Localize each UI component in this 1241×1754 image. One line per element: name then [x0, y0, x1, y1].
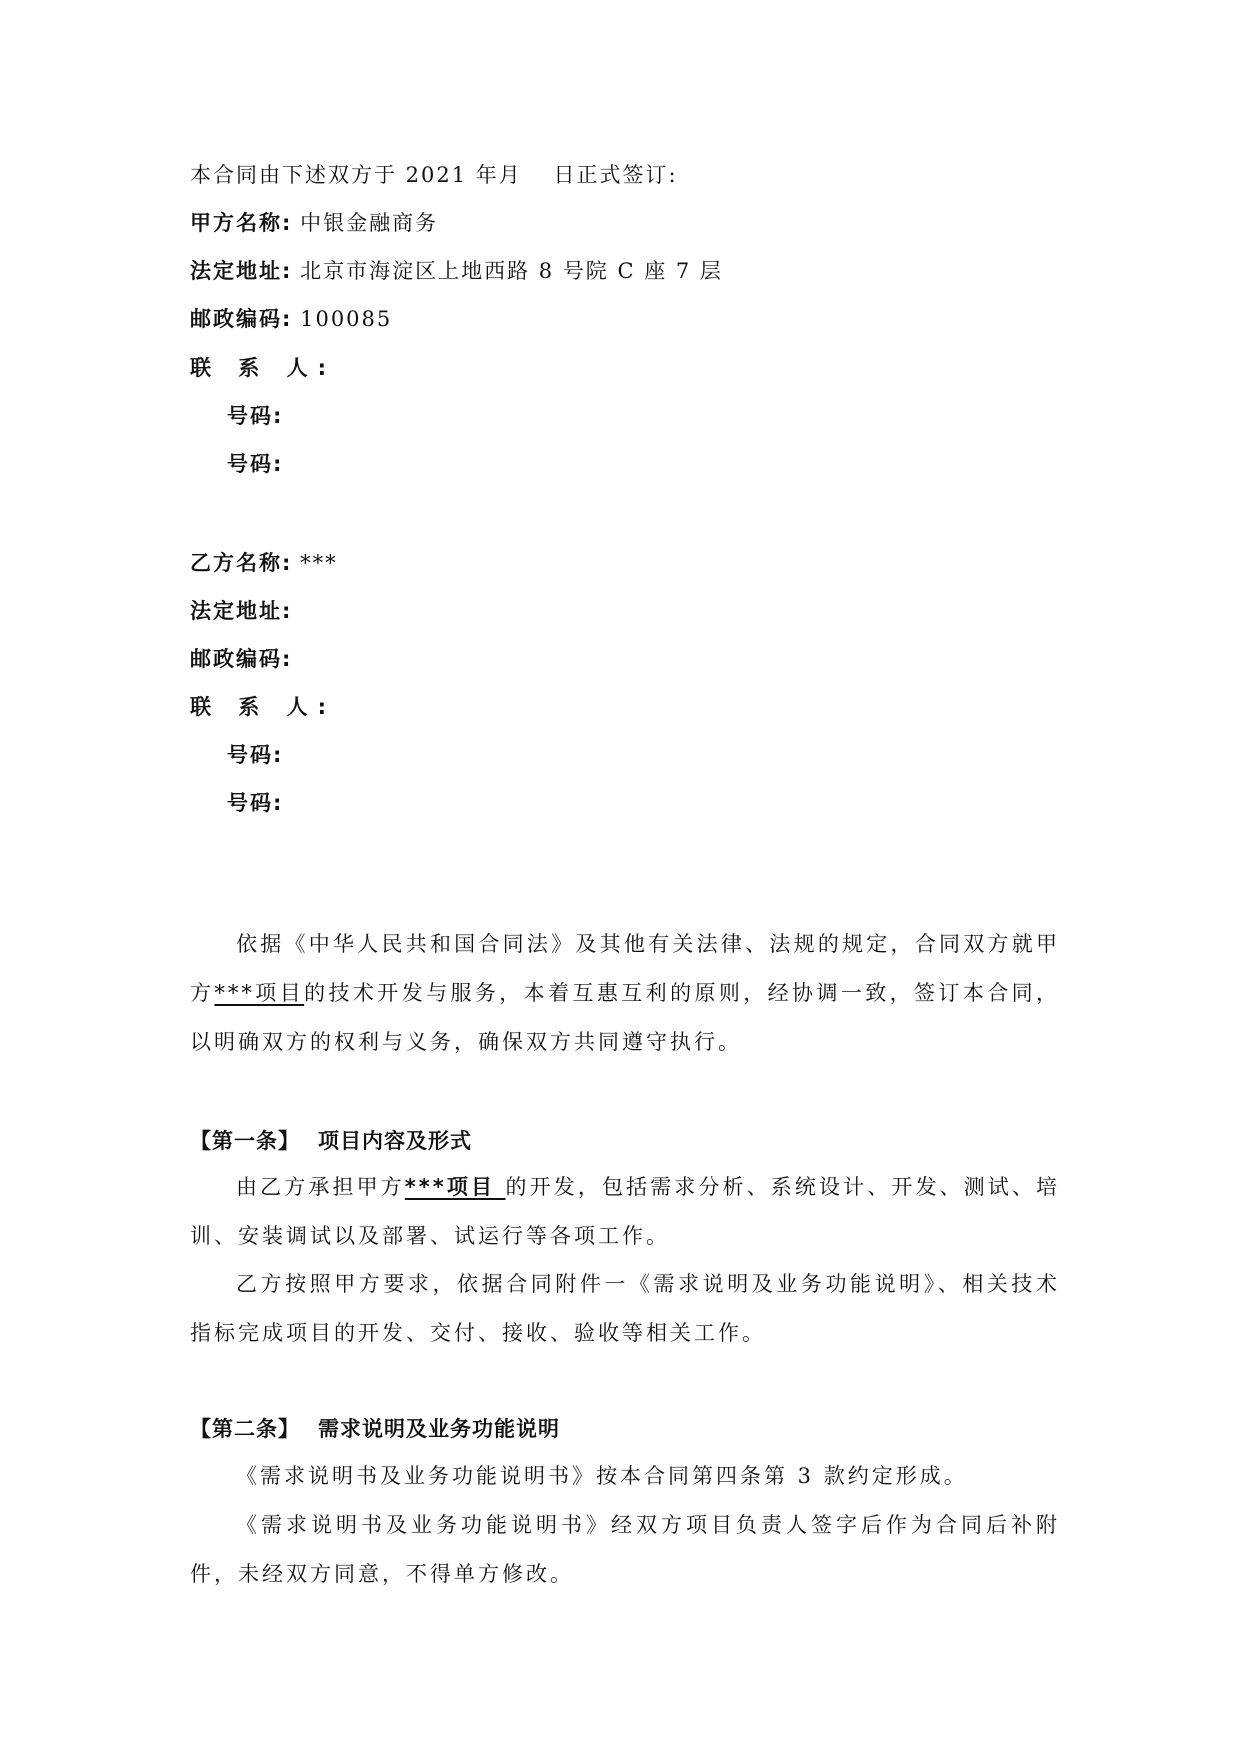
preamble-part1: 依据《中华人民共和国合同法》及其他有关法律、法规的规定，合同双方就甲方: [190, 932, 1060, 1005]
party-a-postcode-label: 邮政编码:: [190, 307, 293, 331]
party-a-contact-label: 联 系 人:: [190, 356, 337, 380]
party-b-name-label: 乙方名称:: [190, 551, 293, 575]
party-a-address-value: 北京市海淀区上地西路 8 号院 C 座 7 层: [300, 259, 723, 283]
article1-paragraph1: [190, 1163, 1060, 1261]
article1-paragraph2: [190, 1260, 1060, 1358]
party-a-name-row: [190, 208, 438, 238]
intro-line: 本合同由下述双方于 2021 年月 日正式签订:: [190, 163, 678, 187]
party-a-name-value: 中银金融商务: [300, 211, 439, 235]
party-a-phone2-row: [227, 449, 283, 479]
party-b-contact-row: [190, 692, 336, 722]
article1-bracket: 【第一条】: [190, 1129, 300, 1153]
party-a-contact-row: [190, 353, 336, 383]
article2-paragraph2: [190, 1501, 1060, 1599]
party-a-name-label: 甲方名称:: [190, 211, 293, 235]
party-b-address-label: 法定地址:: [190, 599, 293, 623]
party-a-phone1-row: [227, 401, 283, 431]
party-a-phone2-label: 号码:: [227, 452, 284, 476]
article2-heading: [190, 1414, 560, 1444]
article1-p2: 乙方按照甲方要求，依据合同附件一《需求说明及业务功能说明》、相关技术指标完成项目的开发、交付、接收、验收等相关工作。: [190, 1272, 1060, 1345]
preamble-project: ***项目: [214, 981, 305, 1005]
party-b-postcode-label: 邮政编码:: [190, 647, 293, 671]
article1-p1-part2: 的开发，包括需求分析、系统设计、开发、测试、培训、安装调试以及部署、试运行等各项工作。: [190, 1175, 1061, 1248]
party-b-name-row: [190, 548, 338, 578]
party-b-postcode-row: [190, 644, 292, 674]
article1-heading: [190, 1126, 472, 1156]
preamble-paragraph: [190, 920, 1060, 1067]
article1-title: 项目内容及形式: [318, 1129, 472, 1153]
article2-title: 需求说明及业务功能说明: [318, 1417, 560, 1441]
party-b-contact-label: 联 系 人:: [190, 695, 337, 719]
article1-p1-project: ***项目: [404, 1175, 506, 1199]
party-a-address-row: [190, 256, 723, 286]
article1-p1-part1: 由乙方承担甲方: [236, 1175, 405, 1199]
party-b-name-value: ***: [300, 551, 338, 575]
preamble-part2: 的技术开发与服务，本着互惠互利的原则，经协调一致，签订本合同，以明确双方的权利与义务，确保双方共同遵守执行。: [190, 981, 1061, 1054]
party-b-phone1-label: 号码:: [227, 743, 284, 767]
article2-paragraph1: [190, 1452, 1060, 1501]
party-a-address-label: 法定地址:: [190, 259, 293, 283]
party-a-phone1-label: 号码:: [227, 404, 284, 428]
party-b-address-row: [190, 596, 292, 626]
party-b-phone2-row: [227, 788, 283, 818]
party-b-phone1-row: [227, 740, 283, 770]
party-a-postcode-value: 100085: [300, 307, 393, 331]
party-b-phone2-label: 号码:: [227, 791, 284, 815]
article2-bracket: 【第二条】: [190, 1417, 300, 1441]
article2-p2: 《需求说明书及业务功能说明书》经双方项目负责人签字后作为合同后补附件，未经双方同意，不得单方修改。: [190, 1513, 1060, 1586]
article2-p1: 《需求说明书及业务功能说明书》按本合同第四条第 3 款约定形成。: [236, 1464, 968, 1488]
party-a-postcode-row: [190, 304, 392, 334]
